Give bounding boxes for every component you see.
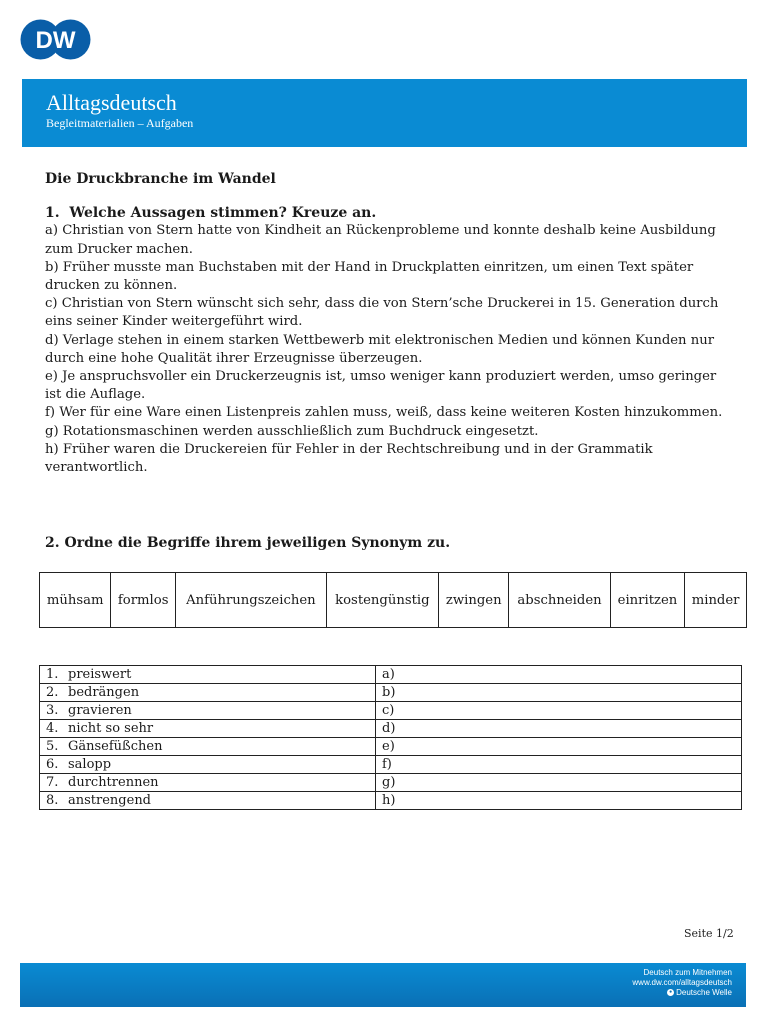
answer-cell[interactable]: f) bbox=[376, 756, 742, 774]
answer-cell[interactable]: c) bbox=[376, 702, 742, 720]
term-cell bbox=[40, 738, 376, 756]
term-text: nicht so sehr bbox=[68, 721, 154, 736]
row-number: 4. bbox=[46, 721, 59, 736]
word-cell: minder bbox=[685, 573, 747, 628]
answer-cell[interactable]: a) bbox=[376, 666, 742, 684]
table-row bbox=[40, 756, 742, 774]
footer-line-1: Deutsch zum Mitnehmen bbox=[643, 968, 732, 977]
term-text: salopp bbox=[68, 757, 112, 772]
table-row bbox=[40, 738, 742, 756]
term-text: preiswert bbox=[68, 667, 132, 682]
statement-f: f) Wer für eine Ware einen Listenpreis zahlen muss, weiß, dass keine weiteren Kosten hinzukommen. bbox=[45, 405, 723, 421]
question-2-number: 2. bbox=[45, 535, 60, 551]
footer-line-3 bbox=[632, 988, 732, 998]
row-number: 5. bbox=[46, 739, 59, 754]
row-number: 1. bbox=[46, 667, 59, 682]
question-2-text: Ordne die Begriffe ihrem jeweiligen Synonym zu. bbox=[64, 535, 451, 551]
row-number: 6. bbox=[46, 757, 59, 772]
logo-text: DW bbox=[35, 27, 76, 54]
question-1-number: 1. bbox=[45, 205, 60, 222]
header-subtitle: Begleitmaterialien – Aufgaben bbox=[46, 116, 194, 130]
footer-text bbox=[632, 968, 732, 998]
word-cell: Anführungszeichen bbox=[176, 573, 327, 628]
word-cell: kostengünstig bbox=[326, 573, 438, 628]
header-title: Alltagsdeutsch bbox=[46, 90, 177, 115]
row-number: 3. bbox=[46, 703, 59, 718]
word-cell: abschneiden bbox=[509, 573, 610, 628]
statement-c: c) Christian von Stern wünscht sich sehr, dass die von Stern’sche Druckerei in 15. Generation durch eins seiner Kinder weitergeführt wird. bbox=[45, 296, 719, 330]
word-cell: zwingen bbox=[439, 573, 509, 628]
dw-logo bbox=[20, 19, 91, 60]
footer-brand: Deutsche Welle bbox=[676, 988, 732, 997]
term-cell bbox=[40, 702, 376, 720]
statement-g: g) Rotationsmaschinen werden ausschließlich zum Buchdruck eingesetzt. bbox=[45, 423, 539, 439]
answer-cell[interactable]: d) bbox=[376, 720, 742, 738]
term-text: anstrengend bbox=[68, 793, 152, 808]
statement-h: h) Früher waren die Druckereien für Fehler in der Rechtschreibung und in der Grammatik verantwortlich. bbox=[45, 441, 653, 476]
term-cell bbox=[40, 720, 376, 738]
table-row bbox=[40, 666, 742, 684]
term-cell bbox=[40, 774, 376, 792]
statement-b: b) Früher musste man Buchstaben mit der Hand in Druckplatten einritzen, um einen Text später drucken zu können. bbox=[45, 259, 694, 294]
word-cell: einritzen bbox=[610, 573, 685, 628]
answer-cell[interactable]: g) bbox=[376, 774, 742, 792]
worksheet-heading: Die Druckbranche im Wandel bbox=[45, 171, 276, 187]
question-1-title bbox=[45, 204, 735, 222]
word-box bbox=[39, 572, 747, 628]
statement-a: a) Christian von Stern hatte von Kindheit an Rückenprobleme und konnte deshalb keine Ausbildung zum Drucker machen. bbox=[45, 223, 716, 257]
footer-link[interactable]: www.dw.com/alltagsdeutsch bbox=[632, 978, 732, 987]
question-1-text: Welche Aussagen stimmen? Kreuze an. bbox=[69, 205, 377, 222]
statement-e: e) Je anspruchsvoller ein Druckerzeugnis ist, umso weniger kann produziert werden, umso geringer ist die Auflage. bbox=[45, 369, 717, 403]
term-text: gravieren bbox=[68, 703, 132, 718]
header-band bbox=[22, 79, 747, 147]
statement-d: d) Verlage stehen in einem starken Wettbewerb mit elektronischen Medien und können Kunden nur durch eine hohe Qualität ihrer Erzeugnisse überzeugen. bbox=[45, 332, 715, 366]
term-text: bedrängen bbox=[68, 685, 140, 700]
row-number: 2. bbox=[46, 685, 59, 700]
answer-cell[interactable]: b) bbox=[376, 684, 742, 702]
matching-table bbox=[39, 665, 742, 810]
table-row bbox=[40, 684, 742, 702]
table-row bbox=[40, 702, 742, 720]
word-cell: mühsam bbox=[40, 573, 111, 628]
term-text: durchtrennen bbox=[68, 775, 159, 790]
table-row bbox=[40, 720, 742, 738]
term-text: Gänsefüßchen bbox=[68, 739, 163, 754]
page-number: Seite 1/2 bbox=[684, 927, 734, 940]
row-number: 7. bbox=[46, 775, 59, 790]
table-row bbox=[40, 792, 742, 810]
worksheet-content bbox=[45, 170, 735, 477]
footer-band bbox=[20, 963, 746, 1007]
table-row bbox=[40, 774, 742, 792]
answer-cell[interactable]: e) bbox=[376, 738, 742, 756]
term-cell bbox=[40, 666, 376, 684]
dw-small-logo-icon: ● bbox=[669, 989, 673, 996]
word-cell: formlos bbox=[111, 573, 176, 628]
term-cell bbox=[40, 792, 376, 810]
row-number: 8. bbox=[46, 793, 59, 808]
answer-cell[interactable]: h) bbox=[376, 792, 742, 810]
question-2-title bbox=[45, 535, 450, 551]
term-cell bbox=[40, 684, 376, 702]
term-cell bbox=[40, 756, 376, 774]
